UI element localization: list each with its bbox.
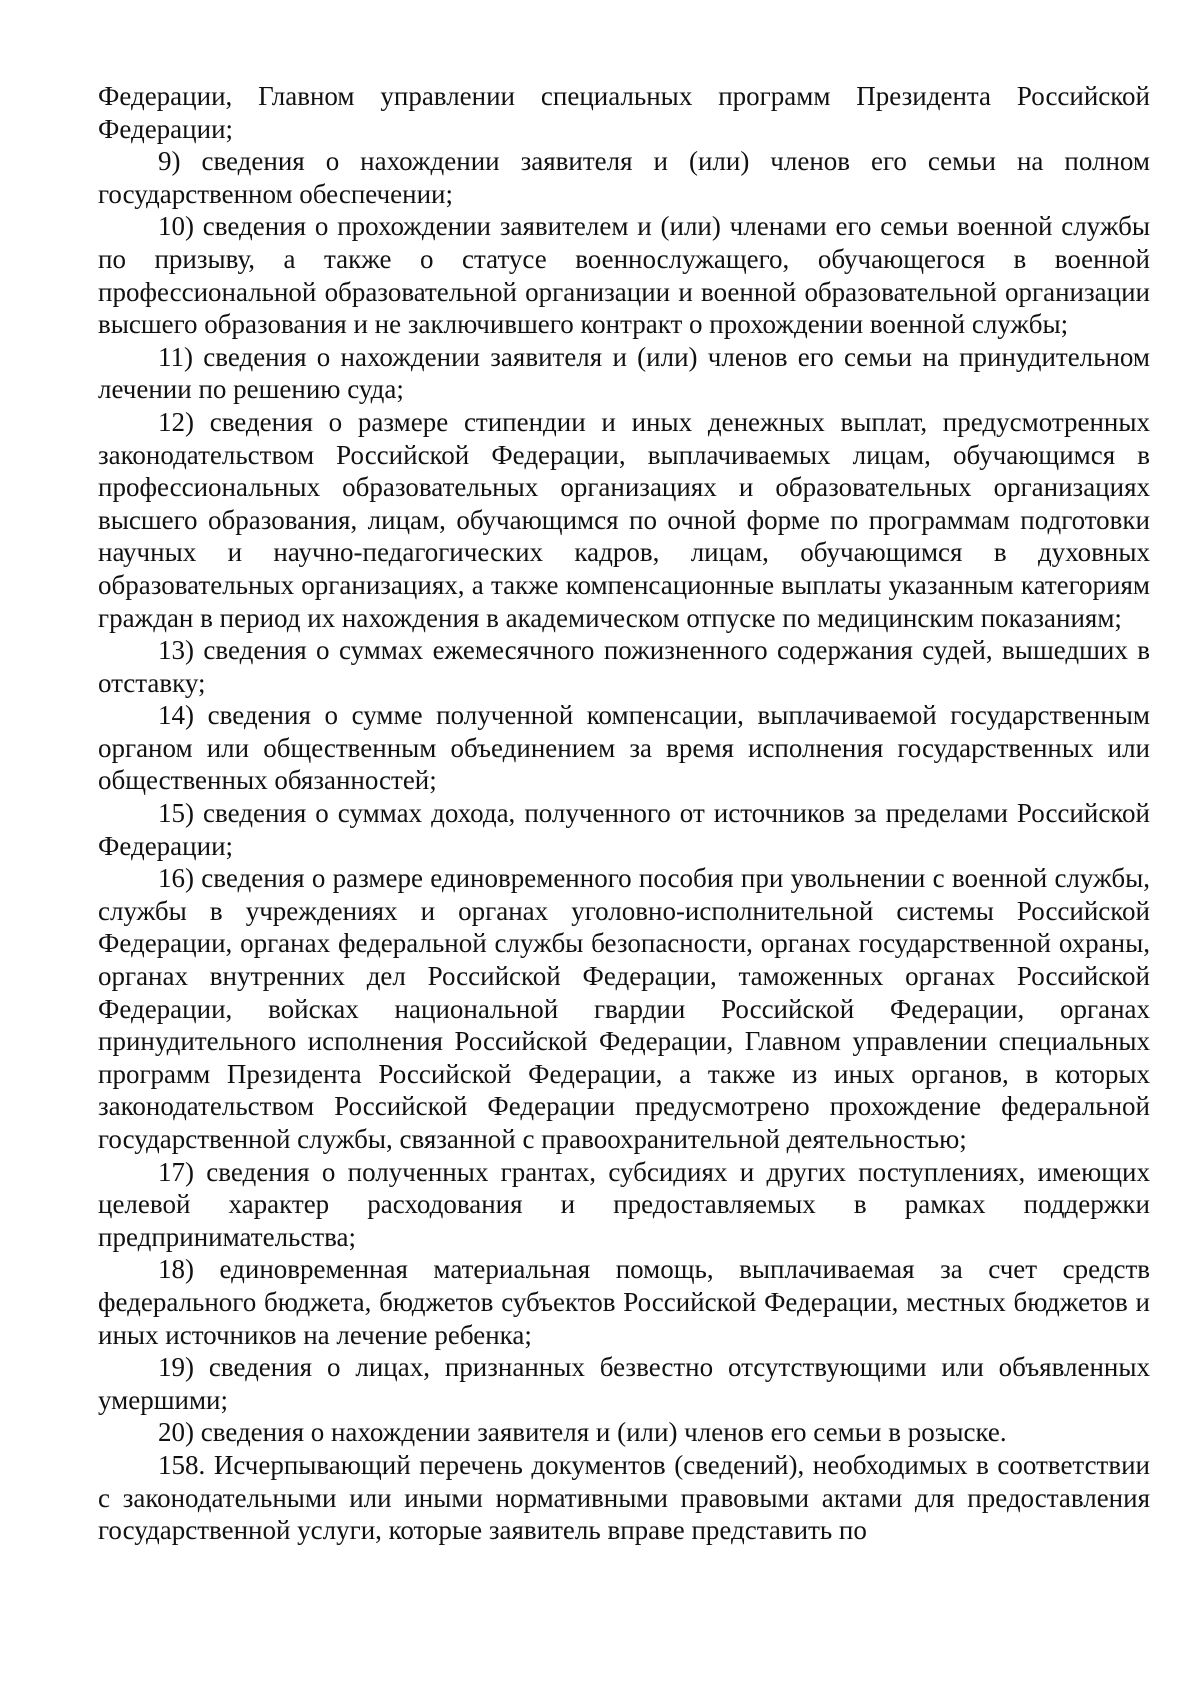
list-item-14: 14) сведения о сумме полученной компенсации, выплачиваемой государственным органом или общественным объединением за время исполнения государственных или общественных обязанностей; <box>98 700 1150 796</box>
list-item-12: 12) сведения о размере стипендии и иных денежных выплат, предусмотренных законодательством Российской Федерации, выплачиваемых лицам, обучающимся в профессиональных образовательных организациях и образовательных организациях высшего образования, лицам, обучающимся по очной форме по программам подготовки научных и научно-педагогических кадров, лицам, обучающимся в духовных образовательных организациях, а также компенсационные выплаты указанным категориям граждан в период их нахождения в академическом отпуске по медицинским показаниям; <box>98 406 1150 633</box>
list-item-17: 17) сведения о полученных грантах, субсидиях и других поступлениях, имеющих целевой характер расходования и предоставляемых в рамках поддержки предпринимательства; <box>98 1156 1150 1252</box>
list-item-19: 19) сведения о лицах, признанных безвестно отсутствующими или объявленных умершими; <box>98 1352 1150 1415</box>
section-158: 158. Исчерпывающий перечень документов (сведений), необходимых в соответствии с законодательными или иными нормативными правовыми актами для предоставления государственной услуги, которые заявитель вправе представить по <box>98 1449 1150 1546</box>
list-item-16: 16) сведения о размере единовременного пособия при увольнении с военной службы, службы в учреждениях и органах уголовно-исполнительной системы Российской Федерации, органах федеральной службы безопасности, органах государственной охраны, органах внутренних дел Российской Федерации, таможенных органах Российской Федерации, войсках национальной гвардии Российской Федерации, органах принудительного исполнения Российской Федерации, Главном управлении специальных программ Президента Российской Федерации, а также из иных органов, в которых законодательством Российской Федерации предусмотрено прохождение федеральной государственной службы, связанной с правоохранительной деятельностью; <box>98 863 1150 1154</box>
document-body <box>98 80 1150 1547</box>
list-item-9: 9) сведения о нахождении заявителя и (или) членов его семьи на полном государственном обеспечении; <box>98 146 1150 209</box>
list-item-11: 11) сведения о нахождении заявителя и (или) членов его семьи на принудительном лечении по решению суда; <box>98 341 1150 405</box>
list-item-13: 13) сведения о суммах ежемесячного пожизненного содержания судей, вышедших в отставку; <box>98 635 1150 698</box>
list-item-20: 20) сведения о нахождении заявителя и (или) членов его семьи в розыске. <box>158 1417 1007 1448</box>
list-item-18: 18) единовременная материальная помощь, выплачиваемая за счет средств федерального бюджета, бюджетов субъектов Российской Федерации, местных бюджетов и иных источников на лечение ребенка; <box>98 1254 1150 1350</box>
list-item-10: 10) сведения о прохождении заявителем и (или) членами его семьи военной службы по призыву, а также о статусе военнослужащего, обучающегося в военной профессиональной образовательной организации и военной образовательной организации высшего образования и не заключившего контракт о прохождении военной службы; <box>98 211 1150 340</box>
paragraph-continuation: Федерации, Главном управлении специальных программ Президента Российской Федерации; <box>98 81 1150 144</box>
list-item-15: 15) сведения о суммах дохода, полученного от источников за пределами Российской Федерации; <box>98 798 1150 861</box>
